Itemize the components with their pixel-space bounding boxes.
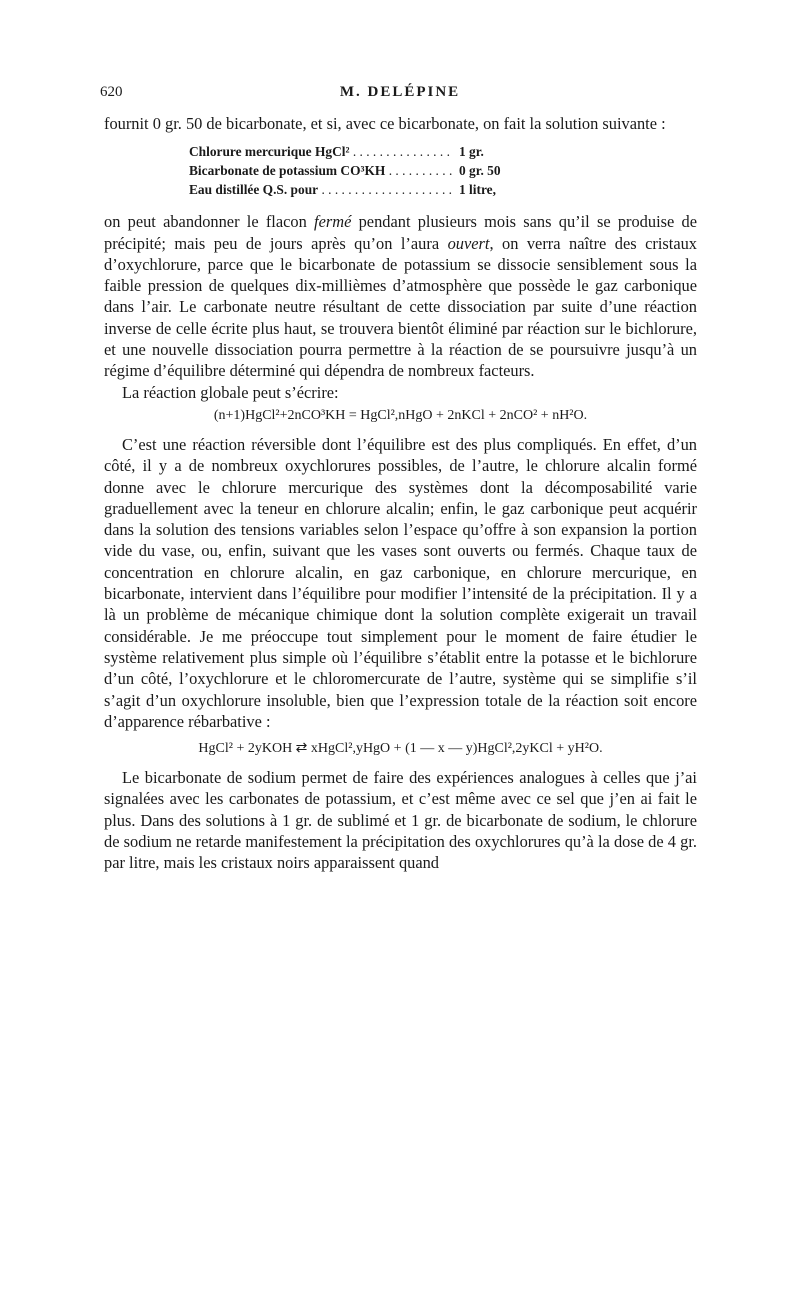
paragraph-5: Le bicarbonate de sodium permet de faire des expériences analogues à celles que j’ai signalées avec les carbonates de potassium, et c’est même avec ce sel que j’en ai fait le plus. Dans des solutions à 1 gr. de sublimé et 1 gr. de bicarbonate de sodium, le chlorure de sodium ne retarde manifestement la précipitation des oxychlorures qu’à la dose de 4 gr. par litre, mais les cristaux noirs apparaissent quand <box>104 768 697 873</box>
recipe-qty: 1 litre, <box>459 182 496 198</box>
paragraph-2-part-c: , on verra naître des cristaux d’oxychlorure, parce que le bicarbonate de potassium se dissocie sensiblement sous la faible pression de quelques dix-millièmes d’atmosphère que possède le gaz carbonique dans l’air. Le carbonate neutre résultant de cette dissociation par suite d’une réaction inverse de celle écrite plus haut, se trouvera bientôt éliminé par réaction sur le bichlorure, et une nouvelle dissociation pourra permettre à la réaction de se poursuivre jusqu’à un régime d’équilibre déterminé qui dépendra de nombreux facteurs. <box>104 233 697 381</box>
recipe-name: Bicarbonate de potassium CO³KH . . . <box>189 163 453 179</box>
paragraph-1: fournit 0 gr. 50 de bicarbonate, et si, avec ce bicarbonate, on fait la solution suivante : <box>104 114 666 133</box>
page-number: 620 <box>100 84 123 100</box>
recipe-row <box>189 163 519 182</box>
italic-ferme: fermé <box>314 212 352 232</box>
paragraph-3: La réaction globale peut s’écrire: <box>122 382 339 402</box>
recipe-table <box>189 144 519 201</box>
equation-1: (n+1)HgCl²+2nCO³KH = HgCl²,nHgO + 2nKCl + 2nCO² + nH²O. <box>213 407 588 423</box>
recipe-name: Chlorure mercurique HgCl² . . . <box>189 144 453 160</box>
paragraph-2-part-a: on peut abandonner le flacon <box>104 212 315 232</box>
paragraph-2 <box>104 211 697 381</box>
recipe-qty: 1 gr. <box>459 144 484 160</box>
page-header <box>100 84 700 106</box>
recipe-qty: 0 gr. 50 <box>459 163 501 179</box>
recipe-row <box>189 144 519 163</box>
equation-2: HgCl² + 2yKOH ⇄ xHgCl²,yHgO + (1 — x — y)HgCl²,2yKCl + yH²O. <box>198 741 603 757</box>
italic-ouvert: ouvert <box>447 233 490 253</box>
paragraph-4: C’est une réaction réversible dont l’équilibre est des plus compliqués. En effet, d’un côté, il y a de nombreux oxychlorures possibles, de l’autre, le chlorure alcalin formé donne avec le chlorure mercurique des systèmes dont la décomposabilité varie graduellement avec la teneur en chlorure alcalin; enfin, le gaz carbonique peut acquérir dans la solution des tensions variables selon l’espace qu’offre à son expansion la portion vide du vase, ou, enfin, suivant que les vases sont ouverts ou fermés. Chaque taux de concentration en chlorure alcalin, en gaz carbonique, en chlorure mercurique, en bicarbonate, intervient dans l’équilibre pour modifier l’intensité de la précipitation. Il y a là un problème de mécanique chimique dont la solution complète exigerait un travail considérable. Je me préoccupe tout simplement pour le moment de faire étudier le système relativement plus simple où l’équilibre s’établit entre la potasse et le bichlorure d’un côté, l’oxychlorure et le chloromercurate de l’autre, système qui se simplifie s’il s’agit d’un oxychlorure insoluble, bien que l’expression totale de la réaction soit encore d’apparence rébarbative : <box>104 434 697 731</box>
page-body <box>104 113 697 874</box>
recipe-name: Eau distillée Q.S. pour . . . <box>189 182 453 198</box>
paragraph-2-part-b: pendant plusieurs mois sans qu’il se produise de précipité; mais peu de jours après qu’on l’aura <box>104 212 697 253</box>
running-head: M. DELÉPINE <box>339 84 461 100</box>
recipe-row <box>189 182 519 201</box>
